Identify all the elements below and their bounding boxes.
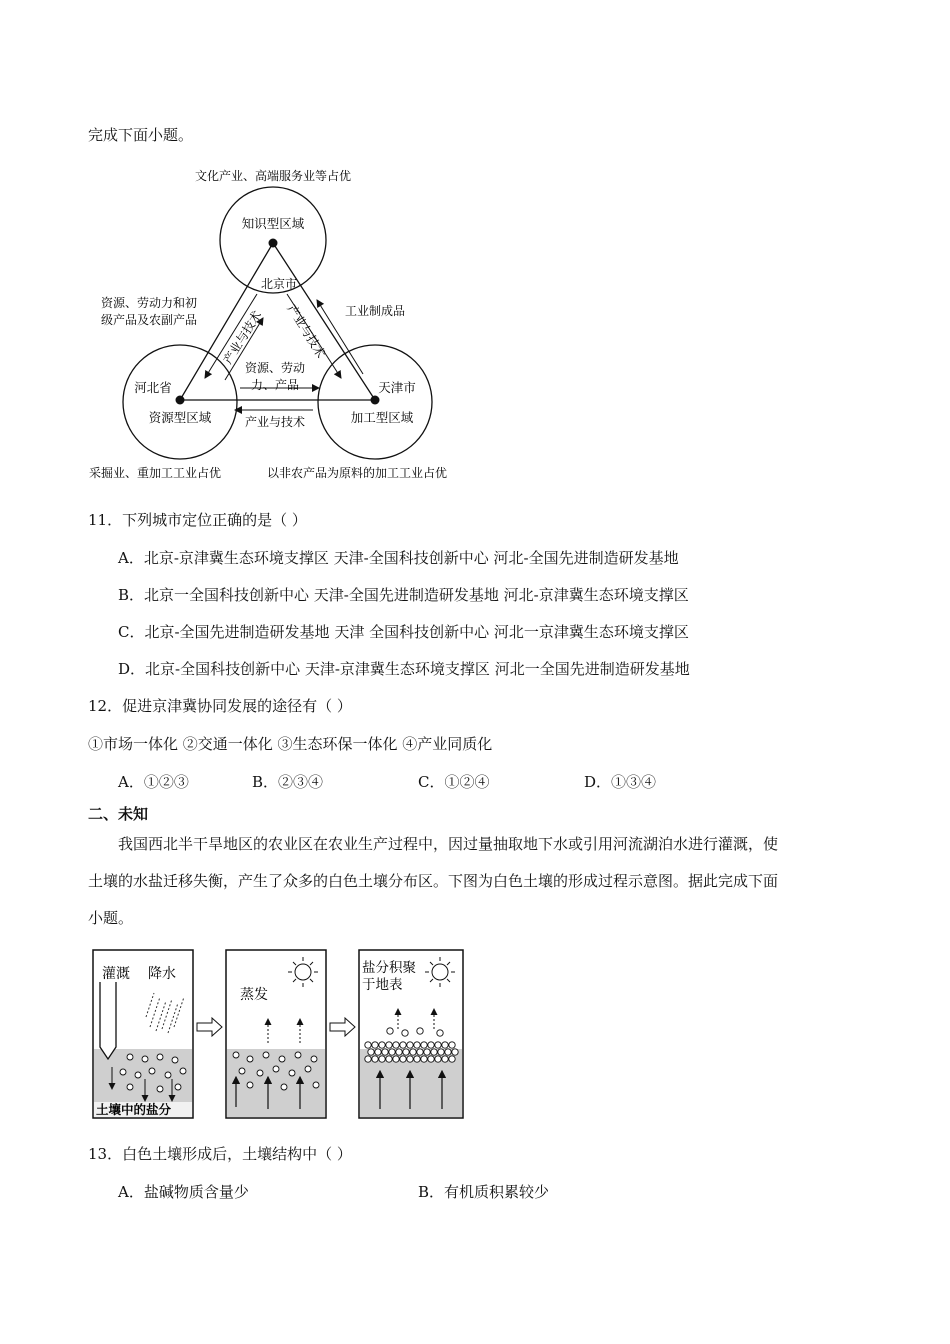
bottom-left-caption: 采掘业、重加工工业占优 xyxy=(89,466,222,480)
beijing-dot xyxy=(269,239,278,248)
processing-region-label: 加工型区域 xyxy=(350,410,414,425)
center-line1: 资源、劳动 xyxy=(244,361,306,375)
bottom-tech-label: 产业与技术 xyxy=(244,415,306,429)
tianjin-dot xyxy=(371,396,380,405)
q11-stem: 11．下列城市定位正确的是（ ） xyxy=(88,511,307,529)
triangle xyxy=(180,243,375,400)
salt-accum-line2: 于地表 xyxy=(362,977,403,993)
q12-option-b[interactable]: B．②③④ xyxy=(252,773,324,791)
q11-option-b[interactable]: B．北京一全国科技创新中心 天津-全国先进制造研发基地 河北-京津冀生态环境支撑区 xyxy=(118,586,689,604)
tianjin-label: 天津市 xyxy=(378,380,416,395)
q12-items: ①市场一体化 ②交通一体化 ③生态环保一体化 ④产业同质化 xyxy=(88,735,493,753)
evaporation-label: 蒸发 xyxy=(240,987,268,1003)
center-line2: 力、产品 xyxy=(250,378,300,392)
step-arrow-2 xyxy=(330,1018,355,1036)
left-flow-line2: 级产品及农副产品 xyxy=(101,313,198,327)
precipitation-label: 降水 xyxy=(148,966,176,982)
resource-region-label: 资源型区域 xyxy=(148,410,212,425)
panel-2-soil xyxy=(227,1049,325,1117)
industry-tech-left: 产业与技术 xyxy=(220,308,265,367)
hebei-label: 河北省 xyxy=(134,380,172,395)
section2-title: 二、未知 xyxy=(88,805,149,823)
q13-option-a[interactable]: A．盐碱物质含量少 xyxy=(118,1183,249,1201)
step-arrow-1 xyxy=(197,1018,222,1036)
q12-option-c[interactable]: C．①②④ xyxy=(418,773,490,791)
irrigation-label: 灌溉 xyxy=(102,966,130,982)
salt-accum-line1: 盐分积聚 xyxy=(362,960,416,976)
q13-option-b[interactable]: B．有机质积累较少 xyxy=(418,1183,550,1201)
right-flow-label: 工业制成品 xyxy=(345,304,406,318)
hebei-dot xyxy=(176,396,185,405)
bottom-right-caption: 以非农产品为原料的加工工业占优 xyxy=(267,466,448,480)
left-flow-line1: 资源、劳动力和初 xyxy=(101,296,198,310)
soil-salt-label: 土壤中的盐分 xyxy=(96,1102,172,1117)
q12-option-a[interactable]: A．①②③ xyxy=(118,773,189,791)
knowledge-region-label: 知识型区域 xyxy=(241,216,305,231)
passage-line2: 土壤的水盐迁移失衡，产生了众多的白色土壤分布区。下图为白色土壤的形成过程示意图。据此完成下面 xyxy=(88,872,779,890)
intro-line: 完成下面小题。 xyxy=(88,126,194,144)
q13-stem: 13．白色土壤形成后，土壤结构中（ ） xyxy=(88,1145,352,1163)
q12-stem: 12．促进京津冀协同发展的途径有（ ） xyxy=(88,697,352,715)
q11-option-a[interactable]: A．北京-京津冀生态环境支撑区 天津-全国科技创新中心 河北-全国先进制造研发基地 xyxy=(118,549,679,567)
q12-option-d[interactable]: D．①③④ xyxy=(584,773,657,791)
q11-option-c[interactable]: C．北京-全国先进制造研发基地 天津 全国科技创新中心 河北一京津冀生态环境支撑区 xyxy=(118,623,689,641)
jingjinji-diagram xyxy=(85,160,485,490)
irrigation-arrow xyxy=(100,982,116,1059)
q11-option-d[interactable]: D．北京-全国科技创新中心 天津-京津冀生态环境支撑区 河北一全国先进制造研发基地 xyxy=(118,660,690,678)
white-soil-diagram xyxy=(90,947,470,1122)
industry-tech-right: 产业与技术 xyxy=(284,302,329,361)
passage-line1: 我国西北半干旱地区的农业区在农业生产过程中，因过量抽取地下水或引用河流湖泊水进行灌溉，使 xyxy=(118,835,779,853)
top-caption: 文化产业、高端服务业等占优 xyxy=(194,169,352,183)
passage-line3: 小题。 xyxy=(88,909,134,927)
beijing-label: 北京市 xyxy=(260,277,298,291)
